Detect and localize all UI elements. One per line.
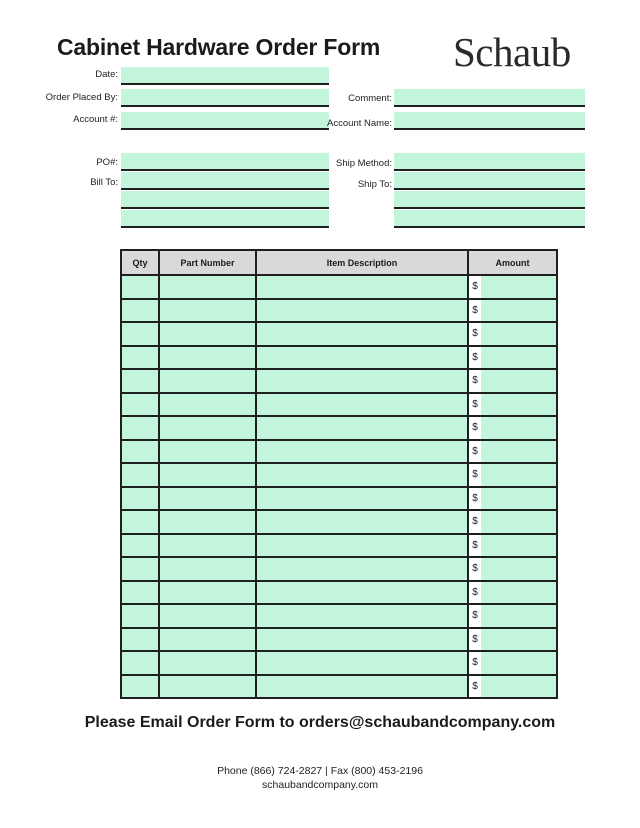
qty-cell[interactable] (121, 299, 159, 323)
item-description-cell[interactable] (256, 346, 468, 370)
currency-symbol: $ (469, 394, 481, 416)
currency-symbol: $ (469, 300, 481, 322)
amount-input-area[interactable] (481, 276, 556, 298)
item-description-cell[interactable] (256, 581, 468, 605)
ship-method-field[interactable] (394, 153, 585, 171)
table-row (121, 416, 557, 440)
contact-phone-fax: Phone (866) 724-2827 | Fax (800) 453-2196 (217, 765, 423, 777)
qty-cell[interactable] (121, 346, 159, 370)
table-row (121, 628, 557, 652)
currency-symbol: $ (469, 629, 481, 651)
amount-input-area[interactable] (481, 582, 556, 604)
amount-cell[interactable] (468, 369, 557, 393)
amount-input-area[interactable] (481, 464, 556, 486)
amount-input-area[interactable] (481, 488, 556, 510)
part-number-cell[interactable] (159, 463, 256, 487)
comment-field[interactable] (394, 89, 585, 107)
amount-cell[interactable] (468, 628, 557, 652)
email-instruction: Please Email Order Form to orders@schaubandcompany.com (84, 714, 556, 731)
table-row (121, 651, 557, 675)
order-items-table (120, 249, 558, 699)
qty-cell[interactable] (121, 675, 159, 699)
amount-input-area[interactable] (481, 511, 556, 533)
bill-to-line-1[interactable] (121, 172, 329, 190)
po-field[interactable] (121, 153, 329, 171)
amount-input-area[interactable] (481, 394, 556, 416)
table-row (121, 463, 557, 487)
order-placed-by-field[interactable] (121, 89, 329, 107)
table-row (121, 393, 557, 417)
item-description-cell[interactable] (256, 510, 468, 534)
amount-cell[interactable] (468, 299, 557, 323)
currency-symbol: $ (469, 605, 481, 627)
item-description-cell[interactable] (256, 416, 468, 440)
item-description-cell[interactable] (256, 393, 468, 417)
qty-cell[interactable] (121, 628, 159, 652)
table-row (121, 675, 557, 699)
amount-cell[interactable] (468, 675, 557, 699)
amount-cell[interactable] (468, 581, 557, 605)
amount-cell[interactable] (468, 275, 557, 299)
account-name-label: Account Name: (327, 118, 392, 129)
bill-to-label: Bill To: (90, 177, 118, 188)
amount-input-area[interactable] (481, 629, 556, 651)
amount-cell[interactable] (468, 651, 557, 675)
order-placed-by-label: Order Placed By: (45, 92, 118, 103)
item-description-cell[interactable] (256, 322, 468, 346)
table-row (121, 440, 557, 464)
part-number-cell[interactable] (159, 557, 256, 581)
po-label: PO#: (96, 157, 118, 168)
amount-cell[interactable] (468, 487, 557, 511)
part-number-cell[interactable] (159, 604, 256, 628)
ship-to-line-3[interactable] (394, 210, 585, 228)
qty-cell[interactable] (121, 440, 159, 464)
item-description-cell[interactable] (256, 487, 468, 511)
amount-input-area[interactable] (481, 300, 556, 322)
currency-symbol: $ (469, 347, 481, 369)
currency-symbol: $ (469, 323, 481, 345)
qty-header: Qty (121, 250, 159, 275)
table-row (121, 346, 557, 370)
part-number-cell[interactable] (159, 628, 256, 652)
item-description-cell[interactable] (256, 299, 468, 323)
table-row (121, 510, 557, 534)
item-description-cell[interactable] (256, 440, 468, 464)
amount-cell[interactable] (468, 416, 557, 440)
item-description-cell[interactable] (256, 275, 468, 299)
currency-symbol: $ (469, 676, 481, 698)
amount-input-area[interactable] (481, 652, 556, 674)
amount-input-area[interactable] (481, 558, 556, 580)
item-description-cell[interactable] (256, 369, 468, 393)
amount-cell[interactable] (468, 346, 557, 370)
item-description-cell[interactable] (256, 628, 468, 652)
part-number-cell[interactable] (159, 275, 256, 299)
amount-cell[interactable] (468, 557, 557, 581)
date-field[interactable] (121, 67, 329, 85)
account-number-label: Account #: (73, 114, 118, 125)
table-row (121, 322, 557, 346)
account-name-field[interactable] (394, 112, 585, 130)
qty-cell[interactable] (121, 557, 159, 581)
part-number-cell[interactable] (159, 510, 256, 534)
part-number-cell[interactable] (159, 299, 256, 323)
amount-cell[interactable] (468, 322, 557, 346)
table-row (121, 604, 557, 628)
currency-symbol: $ (469, 370, 481, 392)
comment-label: Comment: (348, 93, 392, 104)
qty-cell[interactable] (121, 510, 159, 534)
table-row (121, 534, 557, 558)
part-number-cell[interactable] (159, 581, 256, 605)
amount-cell[interactable] (468, 510, 557, 534)
qty-cell[interactable] (121, 369, 159, 393)
part-number-cell[interactable] (159, 651, 256, 675)
currency-symbol: $ (469, 558, 481, 580)
table-row (121, 275, 557, 299)
qty-cell[interactable] (121, 604, 159, 628)
table-row (121, 299, 557, 323)
part-number-cell[interactable] (159, 440, 256, 464)
part-number-cell[interactable] (159, 346, 256, 370)
item-description-cell[interactable] (256, 651, 468, 675)
amount-cell[interactable] (468, 393, 557, 417)
currency-symbol: $ (469, 582, 481, 604)
amount-input-area[interactable] (481, 323, 556, 345)
currency-symbol: $ (469, 417, 481, 439)
page-title: Cabinet Hardware Order Form (57, 34, 381, 60)
amount-cell[interactable] (468, 440, 557, 464)
item-description-cell[interactable] (256, 604, 468, 628)
amount-input-area[interactable] (481, 441, 556, 463)
currency-symbol: $ (469, 464, 481, 486)
bill-to-line-2[interactable] (121, 191, 329, 209)
part-number-cell[interactable] (159, 534, 256, 558)
qty-cell[interactable] (121, 416, 159, 440)
amount-input-area[interactable] (481, 370, 556, 392)
currency-symbol: $ (469, 652, 481, 674)
item-description-cell[interactable] (256, 534, 468, 558)
account-number-field[interactable] (121, 112, 329, 130)
part-number-cell[interactable] (159, 369, 256, 393)
qty-cell[interactable] (121, 651, 159, 675)
currency-symbol: $ (469, 488, 481, 510)
ship-to-line-2[interactable] (394, 191, 585, 209)
currency-symbol: $ (469, 535, 481, 557)
qty-cell[interactable] (121, 393, 159, 417)
currency-symbol: $ (469, 276, 481, 298)
ship-to-line-1[interactable] (394, 172, 585, 190)
ship-method-label: Ship Method: (336, 158, 392, 169)
qty-cell[interactable] (121, 534, 159, 558)
amount-cell[interactable] (468, 463, 557, 487)
amount-input-area[interactable] (481, 605, 556, 627)
part-number-cell[interactable] (159, 675, 256, 699)
qty-cell[interactable] (121, 581, 159, 605)
item-description-cell[interactable] (256, 463, 468, 487)
table-row (121, 487, 557, 511)
amount-cell[interactable] (468, 534, 557, 558)
date-label: Date: (95, 69, 118, 80)
amount-input-area[interactable] (481, 676, 556, 698)
table-row (121, 581, 557, 605)
ship-to-label: Ship To: (357, 179, 392, 190)
website: schaubandcompany.com (262, 779, 378, 791)
table-row (121, 557, 557, 581)
item-description-cell[interactable] (256, 557, 468, 581)
currency-symbol: $ (469, 441, 481, 463)
bill-to-line-3[interactable] (121, 210, 329, 228)
part-number-cell[interactable] (159, 416, 256, 440)
brand-logo: Schaub (453, 29, 571, 75)
qty-cell[interactable] (121, 463, 159, 487)
amount-input-area[interactable] (481, 535, 556, 557)
table-header-row (121, 250, 557, 275)
item-description-cell[interactable] (256, 675, 468, 699)
part-number-header: Part Number (159, 250, 256, 275)
amount-input-area[interactable] (481, 347, 556, 369)
currency-symbol: $ (469, 511, 481, 533)
amount-header: Amount (468, 250, 557, 275)
amount-input-area[interactable] (481, 417, 556, 439)
table-row (121, 369, 557, 393)
qty-cell[interactable] (121, 487, 159, 511)
amount-cell[interactable] (468, 604, 557, 628)
part-number-cell[interactable] (159, 393, 256, 417)
part-number-cell[interactable] (159, 322, 256, 346)
qty-cell[interactable] (121, 275, 159, 299)
qty-cell[interactable] (121, 322, 159, 346)
item-description-header: Item Description (256, 250, 468, 275)
part-number-cell[interactable] (159, 487, 256, 511)
